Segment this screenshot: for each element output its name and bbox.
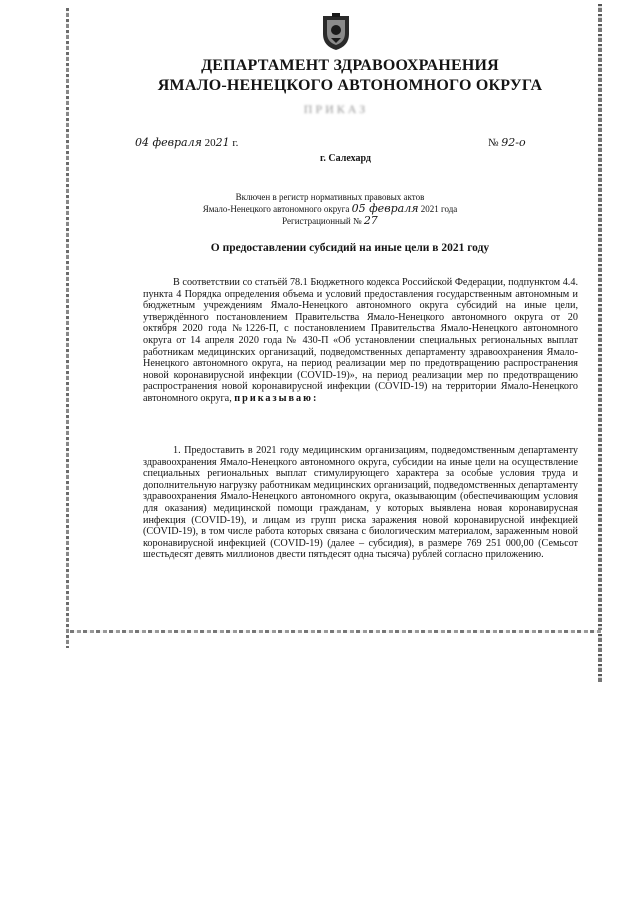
number-label: № <box>488 137 499 149</box>
document-number <box>488 136 526 149</box>
registry-line1: Включен в регистр нормативных правовых актов <box>235 192 425 202</box>
registry-number-handwritten: 27 <box>363 214 378 227</box>
registry-line2 <box>170 203 490 215</box>
scan-edge-right <box>598 4 602 684</box>
scan-edge-bottom <box>70 630 602 633</box>
department-title-line1: ДЕПАРТАМЕНТ ЗДРАВООХРАНЕНИЯ <box>201 57 499 74</box>
number-handwritten: 92-о <box>501 136 526 149</box>
department-title-line2: ЯМАЛО-НЕНЕЦКОГО АВТОНОМНОГО ОКРУГА <box>157 77 543 94</box>
document-date <box>135 136 238 149</box>
registry-line2-prefix: Ямало-Ненецкого автономного округа <box>202 204 350 214</box>
date-handwritten: 04 февраля <box>135 136 202 149</box>
year-suffix: г. <box>232 137 239 149</box>
order-word: приказываю: <box>234 392 319 404</box>
document-title: О предоставлении субсидий на иные цели в 2021 году <box>210 242 490 254</box>
coat-of-arms-icon <box>319 12 353 52</box>
paragraph-item-1: 1. Предоставить в 2021 году медицинским организациям, подведомственным департаменту здравоохранения Ямало-Ненецкого автономного округа, субсидии на иные цели на осуществление специальных региональных выплат стимулирующего характера за особые условия труда и дополнительную нагрузку работникам медицинских организаций, подведомственных департаменту здравоохранения Ямало-Ненецкого автономного округа, оказывающим (обеспечивающим условия для оказания) медицинской помощи гражданам, у которых выявлена новая коронавирусная инфекция (COVID-19), и лицам из групп риска заражения новой коронавирусной инфекцией (COVID-19), в том числе работа которых связана с биологическим материалом, зараженным новой коронавирусной инфекцией (COVID-19) (далее – субсидия), в размере 769 251 000,00 (Семьсот шестьдесят девять миллионов двести пятьдесят одна тысяча) рублей согласно приложению. <box>143 445 578 561</box>
year-prefix: 20 <box>204 137 216 149</box>
registry-line3 <box>170 215 490 227</box>
city: г. Салехард <box>320 153 371 164</box>
registry-number-label: Регистрационный № <box>282 216 362 226</box>
registry-date-handwritten: 05 февраля <box>351 202 419 215</box>
registry-stamp <box>170 192 490 227</box>
document-type: ПРИКАЗ <box>303 102 369 116</box>
preamble-text: В соответствии со статьёй 78.1 Бюджетного кодекса Российской Федерации, подпунктом 4.4. пункта 4 Порядка определения объема и условий предоставления государственным автономным и бюджетным учреждениям Ямало-Ненецкого автономного округа субсидий на иные цели, утверждённого постановлением Правительства Ямало-Ненецкого автономного округа от 20 октября 2020 года №1226-П, с постановлением Правительства Ямало-Ненецкого автономного округа от 14 апреля 2020 года № 430-П «Об установлении специальных региональных выплат работникам медицинских организаций, подведомственных департаменту здравоохранения Ямало-Ненецкого автономного округа, на период реализации мер по предотвращению распространения новой коронавирусной инфекции (COVID-19)», на период реализации мер по предотвращению распространения новой коронавирусной инфекции (COVID-19) на территории Ямало-Ненецкого автономного округа, <box>143 277 578 404</box>
registry-line2-suffix: 2021 года <box>420 204 458 214</box>
paragraph-preamble <box>143 277 578 405</box>
scan-edge-left <box>66 8 69 648</box>
year-handwritten: 21 <box>215 136 230 149</box>
